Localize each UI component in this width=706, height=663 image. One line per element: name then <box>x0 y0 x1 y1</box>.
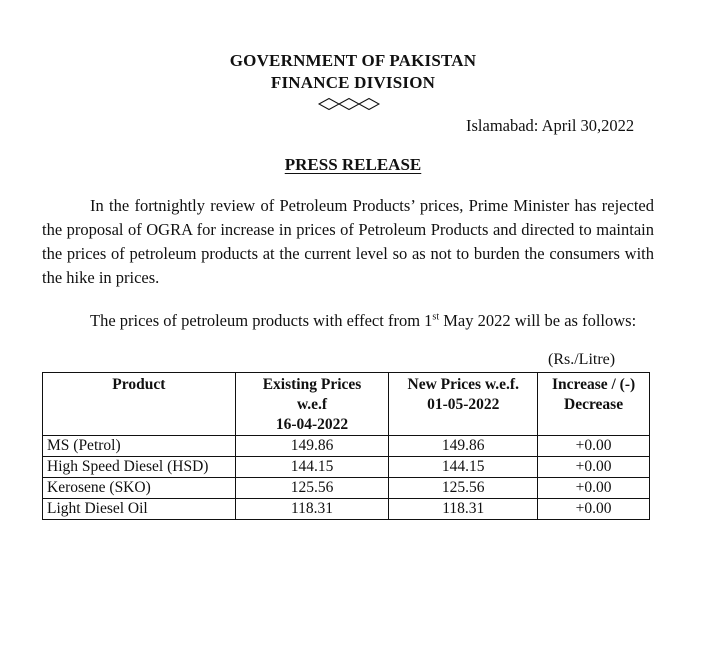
diamond-ornament-icon <box>317 97 383 111</box>
paragraph-prices-text-before: The prices of petroleum products with effect from 1 <box>90 311 433 330</box>
table-header-row <box>43 373 650 436</box>
header-existing-prices: Existing Prices w.e.f 16-04-2022 <box>235 373 389 436</box>
ordinal-suffix: st <box>432 311 440 323</box>
new-price: 144.15 <box>389 457 538 478</box>
unit-label: (Rs./Litre) <box>548 351 616 368</box>
table-row <box>43 457 650 478</box>
price-change: +0.00 <box>538 436 650 457</box>
existing-price: 144.15 <box>235 457 389 478</box>
table-row <box>43 478 650 499</box>
price-table <box>42 372 650 520</box>
page-title: PRESS RELEASE <box>284 155 422 174</box>
product-name: Kerosene (SKO) <box>43 478 236 499</box>
new-price: 118.31 <box>389 499 538 520</box>
product-name: MS (Petrol) <box>43 436 236 457</box>
header-government: GOVERNMENT OF PAKISTAN <box>229 51 477 70</box>
existing-price: 125.56 <box>235 478 389 499</box>
header-change: Increase / (-) Decrease <box>538 373 650 436</box>
existing-price: 149.86 <box>235 436 389 457</box>
paragraph-prices-intro <box>42 310 654 332</box>
product-name: Light Diesel Oil <box>43 499 236 520</box>
header-new-prices: New Prices w.e.f. 01-05-2022 <box>389 373 538 436</box>
price-change: +0.00 <box>538 499 650 520</box>
table-row <box>43 436 650 457</box>
paragraph-prices-text-after: May 2022 will be as follows: <box>439 311 637 330</box>
table-row <box>43 499 650 520</box>
price-change: +0.00 <box>538 478 650 499</box>
header-division: FINANCE DIVISION <box>270 73 436 92</box>
paragraph-review: In the fortnightly review of Petroleum Products’ prices, Prime Minister has rejected the proposal of OGRA for increase in prices of Petroleum Products and directed to maintain the prices of petroleum products at the current level so as not to burden the consumers with the hike in prices. <box>42 196 654 287</box>
product-name: High Speed Diesel (HSD) <box>43 457 236 478</box>
new-price: 125.56 <box>389 478 538 499</box>
price-change: +0.00 <box>538 457 650 478</box>
header-product: Product <box>43 373 236 436</box>
dateline: Islamabad: April 30,2022 <box>466 116 635 135</box>
existing-price: 118.31 <box>235 499 389 520</box>
new-price: 149.86 <box>389 436 538 457</box>
